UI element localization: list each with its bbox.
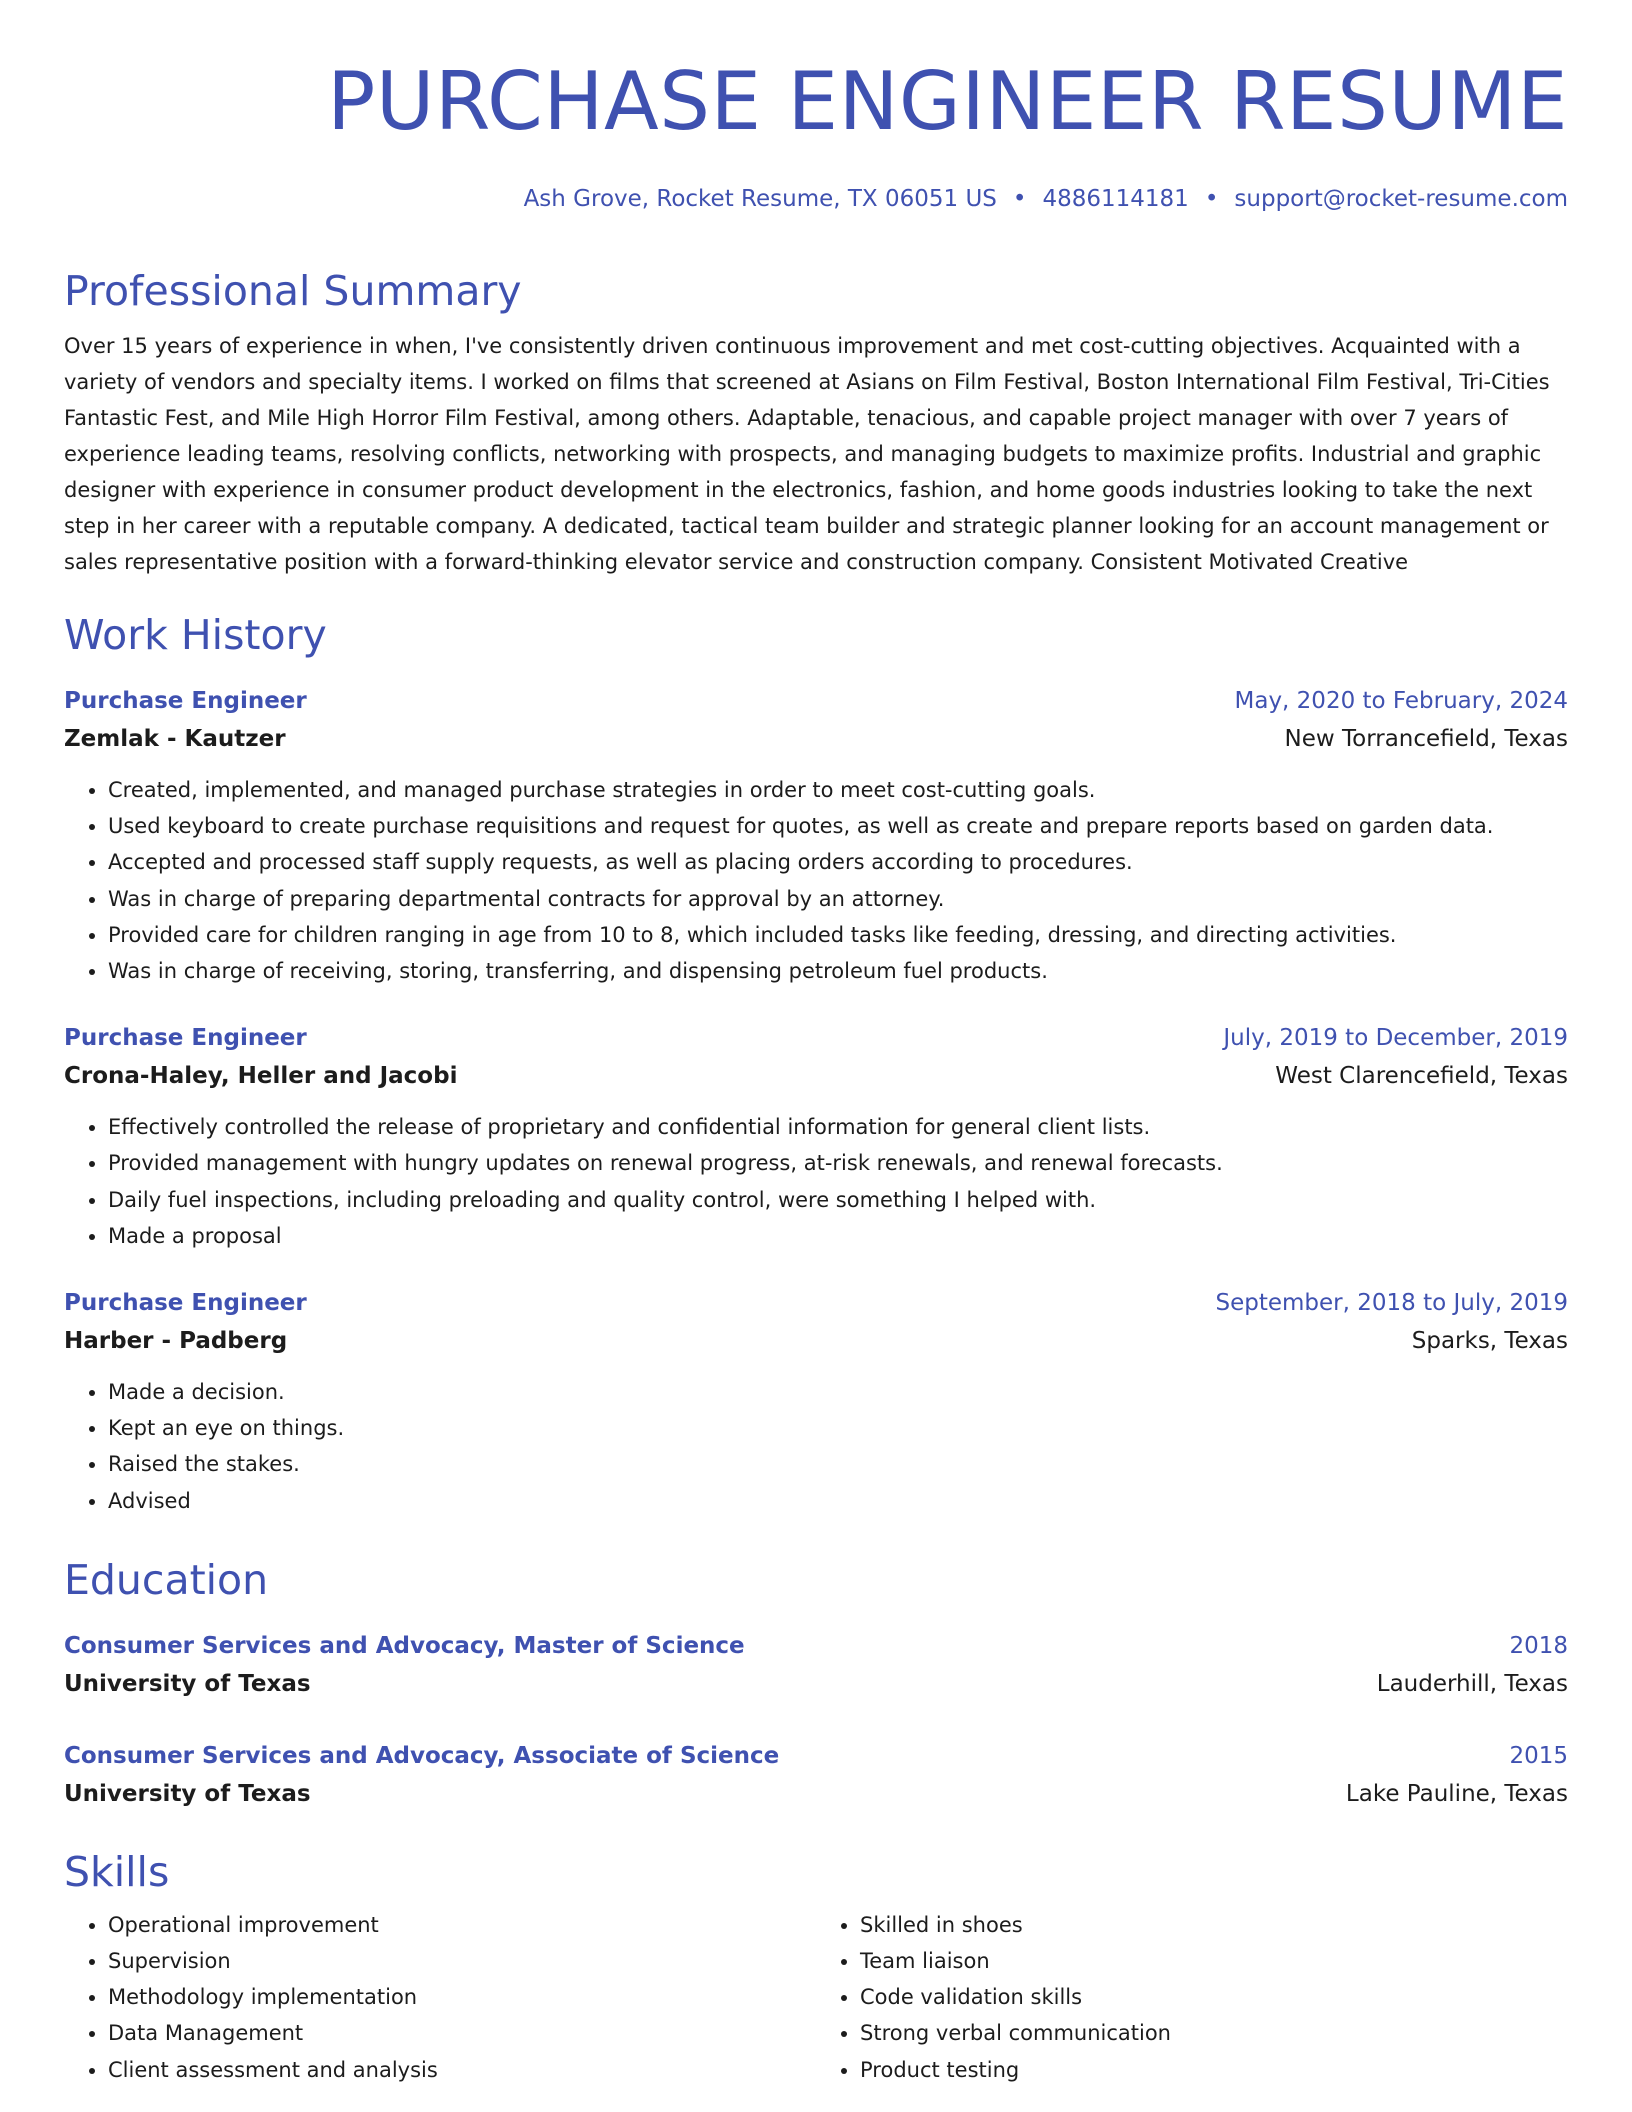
work-history-heading: Work History	[64, 611, 327, 659]
job-title: Purchase Engineer	[64, 1290, 307, 1317]
job-bullets	[64, 1109, 1568, 1254]
education-entry	[64, 1627, 1568, 1703]
job-location: West Clarencefield, Texas	[1275, 1063, 1568, 1090]
skill-item: • Team liaison	[860, 1943, 1568, 1979]
job-bullet: • Made a proposal	[108, 1218, 1568, 1254]
job-bullet: • Daily fuel inspections, including preloading and quality control, were something I helped with.	[108, 1182, 1568, 1218]
contact-email[interactable]: support@rocket-resume.com	[1234, 186, 1568, 212]
summary-heading: Professional Summary	[64, 267, 522, 315]
job-bullet: • Used keyboard to create purchase requisitions and request for quotes, as well as create and prepare reports based on garden data.	[108, 808, 1568, 844]
job-company: Zemlak - Kautzer	[64, 726, 286, 752]
skills-columns	[64, 1907, 1568, 2088]
contact-separator: •	[1204, 186, 1219, 212]
skill-item: • Data Management	[108, 2015, 816, 2051]
skill-item: • Code validation skills	[860, 1979, 1568, 2015]
job-company: Harber - Padberg	[64, 1328, 288, 1355]
education-entry	[64, 1737, 1568, 1813]
job-entry	[64, 682, 1568, 989]
skill-item: • Strong verbal communication	[860, 2015, 1568, 2051]
job-bullet: • Raised the stakes.	[108, 1446, 1568, 1482]
job-bullet: • Effectively controlled the release of proprietary and confidential information for general client lists.	[108, 1109, 1568, 1145]
job-dates: September, 2018 to July, 2019	[1215, 1290, 1568, 1317]
job-bullets	[64, 772, 1568, 989]
skill-item: • Supervision	[108, 1943, 816, 1979]
skill-item: • Methodology implementation	[108, 1979, 816, 2015]
job-bullet: • Accepted and processed staff supply requests, as well as placing orders according to procedures.	[108, 844, 1568, 880]
skill-item: • Client assessment and analysis	[108, 2052, 816, 2088]
job-bullet: • Was in charge of receiving, storing, transferring, and dispensing petroleum fuel products.	[108, 953, 1568, 989]
skill-item: • Operational improvement	[108, 1907, 816, 1943]
job-entry	[64, 1284, 1568, 1519]
summary-text: Over 15 years of experience in when, I've consistently driven continuous improvement and met cost-cutting objectives. Acquainted with a variety of vendors and specialty items. I worked on films that screened at Asians on Film Festival, Boston International Film Festival, Tri-Cities Fantastic Fest, and Mile High Horror Film Festival, among others. Adaptable, tenacious, and capable project manager with over 7 years of experience leading teams, resolving conflicts, networking with prospects, and managing budgets to maximize profits. Industrial and graphic designer with experience in consumer product development in the electronics, fashion, and home goods industries looking to take the next step in her career with a reputable company. A dedicated, tactical team builder and strategic planner looking for an account management or sales representative position with a forward-thinking elevator service and construction company. Consistent Motivated Creative	[64, 334, 1550, 574]
job-bullet: • Created, implemented, and managed purchase strategies in order to meet cost-cutting goals.	[108, 772, 1568, 808]
skills-list-right	[816, 1907, 1568, 2088]
job-bullet: • Provided care for children ranging in age from 10 to 8, which included tasks like feeding, dressing, and directing activities.	[108, 917, 1568, 953]
education-year: 2018	[1509, 1632, 1568, 1659]
contact-address: Ash Grove, Rocket Resume, TX 06051 US	[523, 186, 997, 212]
education-location: Lauderhill, Texas	[1376, 1670, 1568, 1697]
resume-page	[64, 0, 1568, 2088]
job-location: Sparks, Texas	[1411, 1328, 1568, 1355]
education-location: Lake Pauline, Texas	[1345, 1780, 1568, 1807]
contact-separator: •	[1012, 186, 1027, 212]
contact-line	[64, 184, 1568, 214]
education-school: University of Texas	[64, 1780, 311, 1807]
job-bullets	[64, 1374, 1568, 1519]
job-bullet: • Kept an eye on things.	[108, 1410, 1568, 1446]
job-bullet: • Provided management with hungry updates on renewal progress, at-risk renewals, and renewal forecasts.	[108, 1145, 1568, 1181]
education-degree: Consumer Services and Advocacy, Master of Science	[64, 1632, 745, 1659]
job-entry	[64, 1019, 1568, 1254]
education-heading: Education	[64, 1555, 269, 1604]
skill-item: • Product testing	[860, 2052, 1568, 2088]
education-year: 2015	[1509, 1742, 1568, 1769]
skill-item: • Skilled in shoes	[860, 1907, 1568, 1943]
job-dates: July, 2019 to December, 2019	[1223, 1025, 1568, 1052]
job-bullet: • Made a decision.	[108, 1374, 1568, 1410]
job-title: Purchase Engineer	[64, 1025, 307, 1052]
education-school: University of Texas	[64, 1670, 311, 1697]
resume-title: PURCHASE ENGINEER RESUME	[327, 55, 1568, 148]
contact-phone: 4886114181	[1042, 186, 1189, 212]
job-dates: May, 2020 to February, 2024	[1234, 688, 1568, 714]
skills-list-left	[64, 1907, 816, 2088]
skills-heading: Skills	[64, 1847, 170, 1896]
job-bullet: • Was in charge of preparing departmental contracts for approval by an attorney.	[108, 881, 1568, 917]
job-location: New Torrancefield, Texas	[1284, 726, 1568, 752]
job-bullet: • Advised	[108, 1483, 1568, 1519]
job-company: Crona-Haley, Heller and Jacobi	[64, 1063, 458, 1090]
job-title: Purchase Engineer	[64, 688, 307, 714]
education-degree: Consumer Services and Advocacy, Associate of Science	[64, 1742, 780, 1769]
